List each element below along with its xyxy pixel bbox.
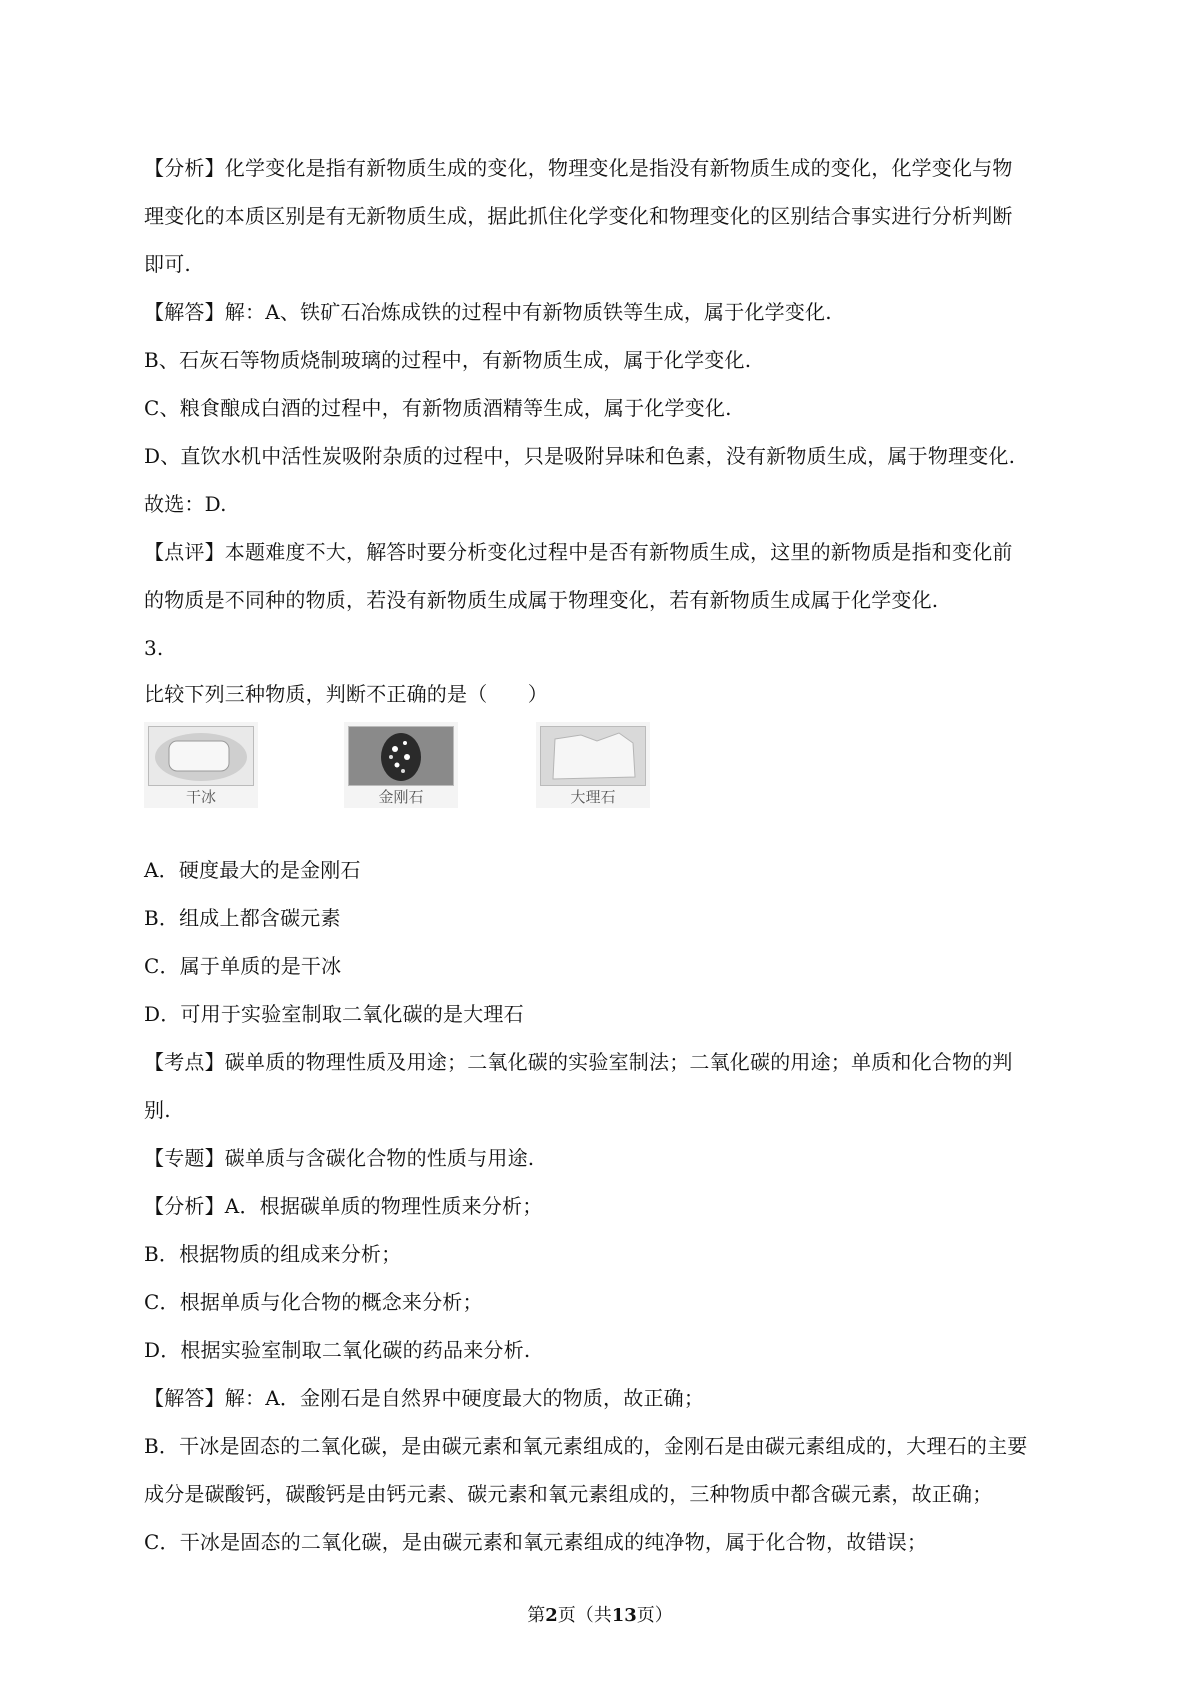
answer-line-1: 【解答】解：A、铁矿石冶炼成铁的过程中有新物质铁等生成，属于化学变化. [144,300,832,324]
jieda-line-2: B．干冰是固态的二氧化碳，是由碳元素和氧元素组成的，金刚石是由碳元素组成的，大理石的主要 [144,1434,1028,1458]
fenxi-line-4: D．根据实验室制取二氧化碳的药品来分析. [144,1338,531,1362]
diamond-caption: 金刚石 [378,788,424,806]
comment-line-2: 的物质是不同种的物质，若没有新物质生成属于物理变化，若有新物质生成属于化学变化. [144,588,939,612]
diamond-image [344,722,458,808]
analysis-line-3: 即可. [144,252,191,276]
answer-line-3: C、粮食酿成白酒的过程中，有新物质酒精等生成，属于化学变化. [144,396,732,420]
question-number: 3. [144,636,164,660]
kaodian-line-2: 别. [144,1098,171,1122]
answer-line-2: B、石灰石等物质烧制玻璃的过程中，有新物质生成，属于化学变化. [144,348,752,372]
footer-suffix: 页） [636,1605,673,1626]
footer-prefix: 第 [527,1605,546,1626]
kaodian-line-1: 【考点】碳单质的物理性质及用途；二氧化碳的实验室制法；二氧化碳的用途；单质和化合物的判 [144,1050,1013,1074]
analysis-line-2: 理变化的本质区别是有无新物质生成，据此抓住化学变化和物理变化的区别结合事实进行分析判断 [144,204,1013,228]
comment-line-1: 【点评】本题难度不大，解答时要分析变化过程中是否有新物质生成，这里的新物质是指和变化前 [144,540,1013,564]
option-d: D．可用于实验室制取二氧化碳的是大理石 [144,1002,524,1026]
fenxi-line-2: B．根据物质的组成来分析； [144,1242,402,1266]
analysis-line-1: 【分析】化学变化是指有新物质生成的变化，物理变化是指没有新物质生成的变化，化学变化与物 [144,156,1013,180]
jieda-line-1: 【解答】解：A．金刚石是自然界中硬度最大的物质，故正确； [144,1386,705,1410]
jieda-line-4: C．干冰是固态的二氧化碳，是由碳元素和氧元素组成的纯净物，属于化合物，故错误； [144,1530,928,1554]
answer-choice: 故选：D. [144,492,227,516]
footer-page-number: 2 [545,1605,558,1626]
dry-ice-caption: 干冰 [185,788,216,806]
fenxi-line-3: C．根据单质与化合物的概念来分析； [144,1290,483,1314]
question-stem: 比较下列三种物质，判断不正确的是（ ） [144,682,548,706]
page-footer [0,1604,1200,1628]
footer-middle: 页（共 [557,1605,612,1626]
option-a: A．硬度最大的是金刚石 [144,858,361,882]
option-b: B．组成上都含碳元素 [144,906,341,930]
fenxi-line-1: 【分析】A．根据碳单质的物理性质来分析； [144,1194,543,1218]
substance-images [144,722,650,808]
marble-caption: 大理石 [570,788,616,806]
zhuanti-line: 【专题】碳单质与含碳化合物的性质与用途. [144,1146,535,1170]
footer-total-pages: 13 [611,1605,637,1626]
answer-line-4: D、直饮水机中活性炭吸附杂质的过程中，只是吸附异味和色素，没有新物质生成，属于物理变化. [144,444,1016,468]
marble-image [536,722,650,808]
dry-ice-image [144,722,258,808]
jieda-line-3: 成分是碳酸钙，碳酸钙是由钙元素、碳元素和氧元素组成的，三种物质中都含碳元素，故正确； [144,1482,993,1506]
option-c: C．属于单质的是干冰 [144,954,342,978]
